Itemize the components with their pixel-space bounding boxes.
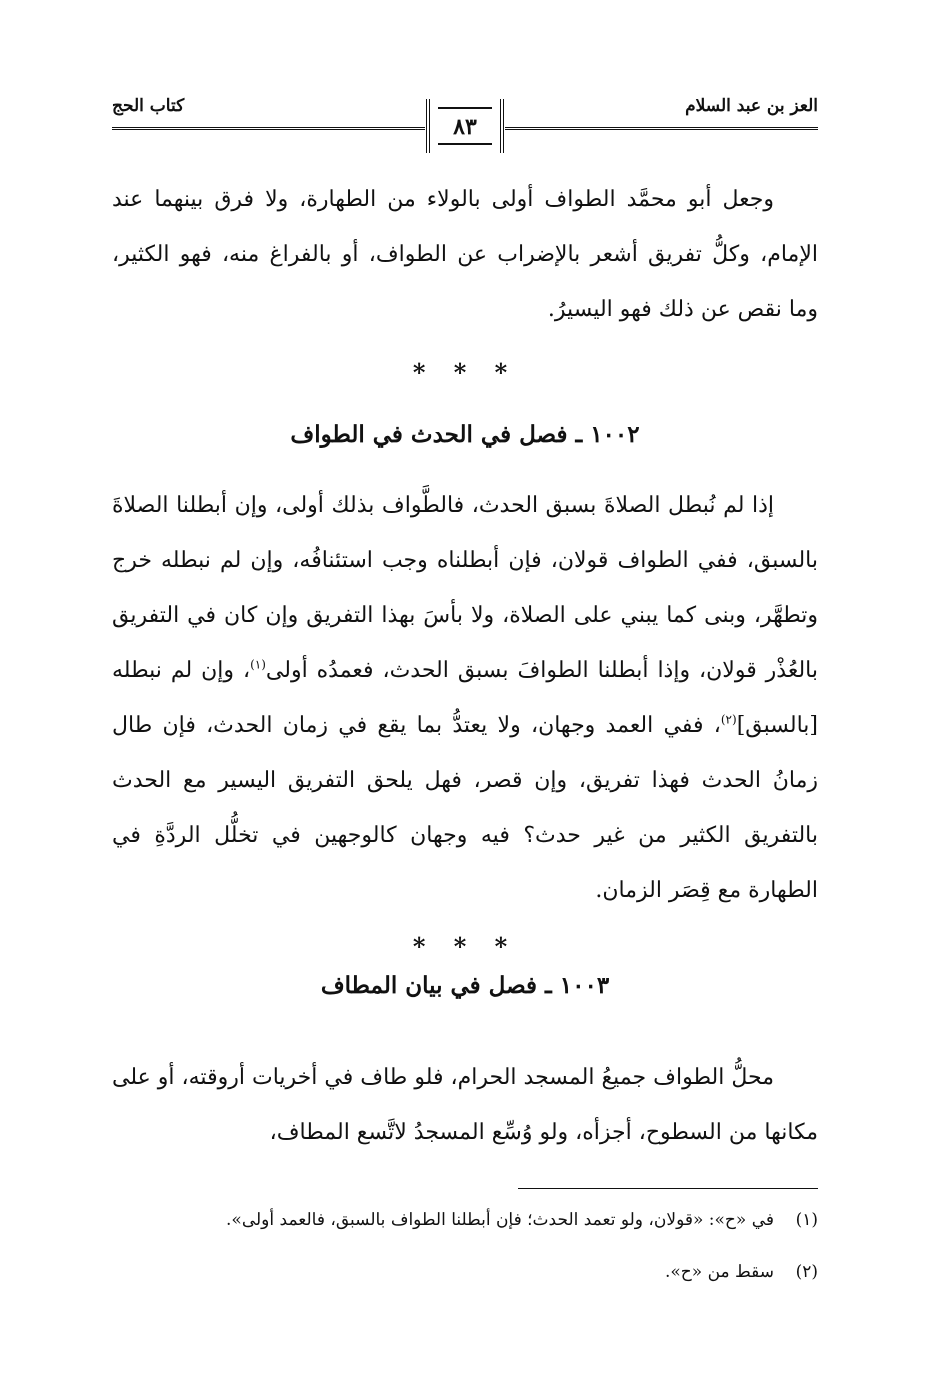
footnote-2-text: سقط من «ح». xyxy=(664,1262,774,1282)
header-rule-left xyxy=(112,127,425,130)
paragraph-2-text-b: ، وإن لم نبطله [بالسبق] xyxy=(112,658,818,738)
footnote-2 xyxy=(112,1262,818,1282)
paragraph-1 xyxy=(112,172,818,337)
footnote-1-text: في «ح»: «قولان، ولو تعمد الحدث؛ فإن أبطلنا الطواف بالسبق، فالعمد أولى». xyxy=(226,1210,774,1230)
section-separator-1: * * * xyxy=(412,358,518,387)
footnote-ref-2: (٢) xyxy=(720,712,737,727)
paragraph-3 xyxy=(112,1050,818,1160)
paragraph-2-text-a: إذا لم نُبطل الصلاةَ بسبق الحدث، فالطَّواف بذلك أولى، وإن أبطلنا الصلاةَ بالسبق، ففي الطواف قولان، فإن أبطلناه وجب استئنافُه، وإن لم نبطله خرج وتطهَّر، وبنى كما يبني على الصلاة، ولا بأسَ بهذا التفريق وإن كان في التفريق بالعُذْر قولان، وإذا أبطلنا الطوافَ بسبق الحدث، فعمدُه أولى xyxy=(112,493,818,683)
paragraph-3-text: محلُّ الطواف جميعُ المسجد الحرام، فلو طاف في أخريات أروقته، أو على مكانها من السطوح، أجزأه، ولو وُسِّع المسجدُ لاتَّسع المطاف، xyxy=(112,1065,818,1145)
footnote-2-number: (٢) xyxy=(795,1262,818,1282)
footnote-separator xyxy=(518,1188,818,1189)
paragraph-2-text-c: ، ففي العمد وجهان، ولا يعتدُّ بما يقع في زمان الحدث، فإن طال زمانُ الحدث فهذا تفريق، وإن قصر، فهل يلحق التفريق اليسير مع الحدث بالتفريق الكثير من غير حدث؟ فيه وجهان كالوجهين في تخلُّل الردَّةِ في الطهارة مع قِصَر الزمان. xyxy=(112,713,818,903)
footnote-1 xyxy=(112,1210,818,1230)
footnote-1-number: (١) xyxy=(795,1210,818,1230)
section-heading-1003: ١٠٠٣ ـ فصل في بيان المطاف xyxy=(320,972,610,999)
paragraph-2 xyxy=(112,478,818,918)
running-header-author: العز بن عبد السلام xyxy=(685,96,818,116)
header-rule-right xyxy=(505,127,818,130)
footnote-ref-1: (١) xyxy=(250,657,266,672)
paragraph-1-text: وجعل أبو محمَّد الطواف أولى بالولاء من الطهارة، ولا فرق بينهما عند الإمام، وكلُّ تفريق أشعر بالإضراب عن الطواف، أو بالفراغ منه، فهو الكثير، وما نقص عن ذلك فهو اليسيرُ. xyxy=(112,187,818,322)
page-number: ٨٣ xyxy=(453,114,477,140)
section-heading-1002: ١٠٠٢ ـ فصل في الحدث في الطواف xyxy=(290,421,640,448)
running-header-book: كتاب الحج xyxy=(112,96,185,116)
section-separator-2: * * * xyxy=(412,932,518,961)
